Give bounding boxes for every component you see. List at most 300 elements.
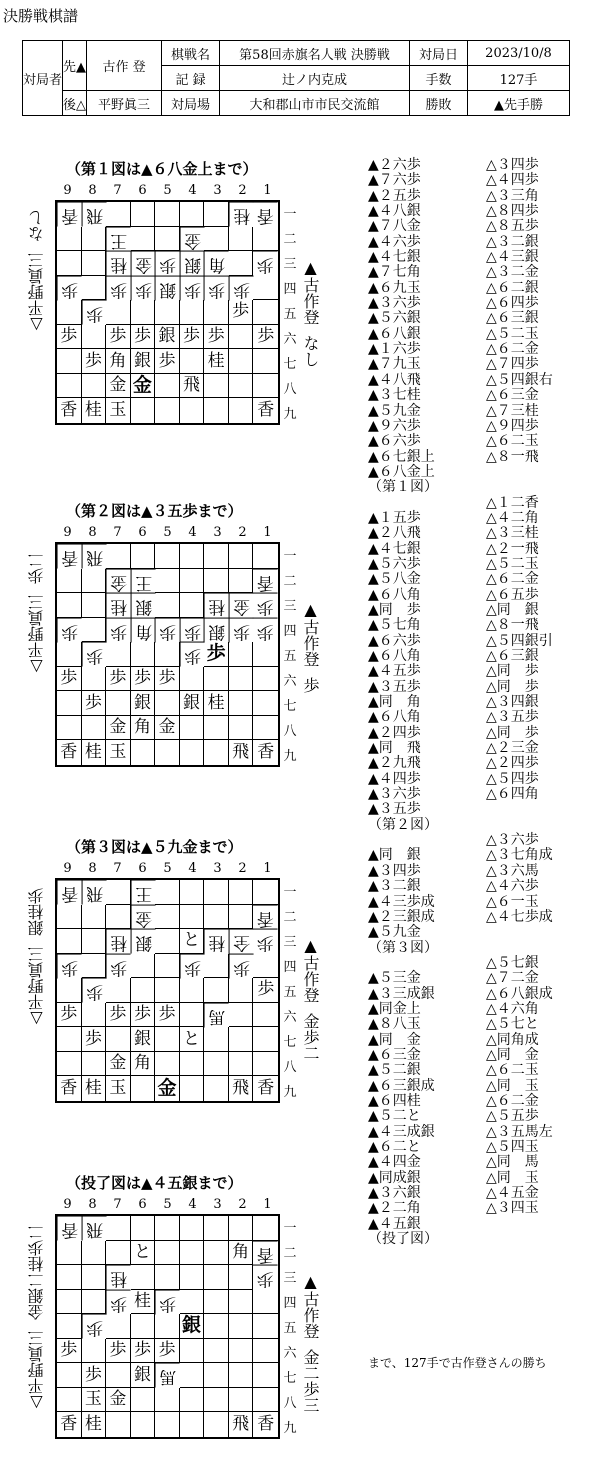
move-row (368, 848, 583, 863)
board-piece: 香 (57, 1412, 82, 1437)
board-square (180, 740, 205, 765)
board-piece: 歩 (82, 1314, 107, 1339)
board-piece: 歩 (155, 1290, 180, 1315)
file-label: 2 (238, 525, 247, 540)
board-piece: 歩 (57, 618, 82, 643)
sente-move: ▲１五歩 (368, 509, 421, 526)
gote-move: △３四歩 (486, 157, 539, 173)
sente-move: ▲４七銀 (368, 540, 421, 557)
board-square (155, 978, 180, 1003)
board-square (253, 954, 278, 979)
board-piece: 歩 (204, 276, 229, 301)
sente-move: ▲５六銀 (368, 310, 421, 327)
board-square (204, 1052, 229, 1077)
rank-label: 二 (283, 910, 297, 925)
gote-move: △６四歩 (486, 295, 539, 312)
board-piece: 歩 (57, 1339, 82, 1364)
file-label: 3 (213, 183, 222, 198)
board-square (204, 954, 229, 979)
record-value: 辻ノ内克成 (220, 66, 410, 91)
sente-move: ▲７六歩 (368, 172, 421, 189)
sente-name: 古作 登 (87, 41, 162, 91)
board-piece: 歩 (131, 276, 156, 301)
file-label: 5 (163, 861, 172, 876)
board-square (229, 1388, 254, 1413)
board-square (131, 1314, 156, 1339)
move-row (368, 879, 583, 894)
board-piece: 桂 (106, 1265, 131, 1290)
board-square (57, 1388, 82, 1413)
move-row (368, 1155, 583, 1170)
board-square (229, 880, 254, 905)
board-piece: 金 (106, 716, 131, 741)
board-square (229, 642, 254, 667)
board-square (106, 880, 131, 905)
board-piece: 飛 (180, 374, 205, 399)
board-piece: 香 (57, 544, 82, 569)
players-label: 対局者 (23, 41, 63, 116)
shogi-board (55, 878, 280, 1103)
gote-player-label: △平野眞三 (27, 946, 46, 1029)
board-square (82, 618, 107, 643)
sente-move: ▲４三歩成 (368, 893, 435, 910)
board-square (155, 300, 180, 325)
sente-move: ▲６四桂 (368, 1092, 421, 1109)
gote-move: △３五歩 (486, 709, 539, 726)
rank-label: 三 (283, 1271, 297, 1286)
gote-move: △８五歩 (486, 218, 539, 235)
board-square (131, 1388, 156, 1413)
rank-label: 一 (283, 549, 297, 564)
board-square (204, 740, 229, 765)
board-square (253, 1339, 278, 1364)
board-square (180, 1076, 205, 1101)
venue-label: 対局場 (162, 91, 220, 116)
board-square (155, 374, 180, 399)
move-row (368, 1186, 583, 1201)
file-label: 2 (238, 183, 247, 198)
gote-hand-pieces: なし (27, 210, 46, 242)
board-square (57, 905, 82, 930)
gote-move: △６二金 (486, 1092, 539, 1109)
file-label: 5 (163, 1197, 172, 1212)
board-square (131, 954, 156, 979)
move-row (368, 910, 583, 925)
board-square (155, 593, 180, 618)
move-row (368, 373, 583, 388)
moves-value: 127手 (468, 66, 570, 91)
rank-labels (283, 878, 297, 1103)
board-piece: 歩 (155, 618, 180, 643)
move-row (368, 588, 583, 603)
board-piece: 金 (106, 374, 131, 399)
move-row (368, 219, 583, 234)
gote-move: △同 玉 (486, 1077, 539, 1094)
move-row (368, 419, 583, 434)
board-square (253, 642, 278, 667)
board-piece: 玉 (106, 1076, 131, 1101)
board-square (180, 593, 205, 618)
board-square (253, 1388, 278, 1413)
board-square (57, 227, 82, 252)
gote-move: △８一飛 (486, 617, 539, 634)
rank-labels (283, 542, 297, 767)
sente-move: ▲１六歩 (368, 341, 421, 358)
gote-move: △３六歩 (486, 832, 539, 849)
file-label: 5 (163, 183, 172, 198)
sente-move: ▲６三金 (368, 1046, 421, 1063)
board-square (253, 1216, 278, 1241)
rank-label: 五 (283, 307, 297, 322)
result-label: 勝敗 (410, 91, 468, 116)
board-square (229, 349, 254, 374)
sente-move: ▲９六歩 (368, 417, 421, 434)
board-piece: 飛 (229, 740, 254, 765)
board-piece: 歩 (82, 1363, 107, 1388)
rank-label: 七 (283, 699, 297, 714)
result-value: ▲先手勝 (468, 91, 570, 116)
rank-label: 七 (283, 1035, 297, 1050)
rank-label: 六 (283, 1010, 297, 1025)
gote-move: △６二玉 (486, 433, 539, 450)
move-row (368, 1094, 583, 1109)
board-square (180, 300, 205, 325)
gote-player-label: △平野眞三 (27, 252, 46, 335)
board-square (229, 1265, 254, 1290)
board-piece: 銀 (180, 691, 205, 716)
sente-move: ▲２八飛 (368, 525, 421, 542)
board-square (253, 544, 278, 569)
board-square (131, 227, 156, 252)
sente-move: ▲３四歩 (368, 862, 421, 879)
board-square (106, 642, 131, 667)
sente-player-label: ▲古作登 (301, 258, 320, 325)
sente-move: ▲６八角 (368, 586, 421, 603)
sente-move: ▲２二角 (368, 1200, 421, 1217)
sente-move: ▲４三成銀 (368, 1123, 435, 1140)
board-piece: 桂 (131, 1290, 156, 1315)
board-square (253, 1052, 278, 1077)
file-labels (55, 525, 280, 541)
board-square (180, 1388, 205, 1413)
gote-move: △４六角 (486, 1000, 539, 1017)
gote-mark: 後△ (63, 91, 87, 116)
gote-move: △４六歩 (486, 878, 539, 895)
board-square (155, 569, 180, 594)
sente-move: ▲３六歩 (368, 786, 421, 803)
board-square (204, 300, 229, 325)
board-piece: 歩 (106, 276, 131, 301)
board-square (82, 1290, 107, 1315)
sente-hand (300, 258, 320, 367)
move-row (368, 1201, 583, 1216)
board-square (204, 398, 229, 423)
board-square (155, 1052, 180, 1077)
board-square (57, 1314, 82, 1339)
board-piece: 歩 (82, 978, 107, 1003)
sente-move: ▲４六歩 (368, 233, 421, 250)
gote-hand (27, 888, 47, 1103)
sente-move: ▲７七角 (368, 264, 421, 281)
board-square (180, 667, 205, 692)
board-square (180, 398, 205, 423)
file-label: 8 (88, 1197, 97, 1212)
shogi-board (55, 1214, 280, 1439)
board-square (253, 276, 278, 301)
move-row (368, 695, 583, 710)
gote-player-label: △平野眞三 (27, 594, 46, 677)
gote-move: △６二金 (486, 341, 539, 358)
file-label: 9 (63, 183, 72, 198)
sente-move: ▲３三成銀 (368, 985, 435, 1002)
board-square (155, 1412, 180, 1437)
sente-hand (300, 600, 320, 693)
board-square (204, 1216, 229, 1241)
board-piece: 香 (57, 202, 82, 227)
move-row (368, 250, 583, 265)
move-row (368, 173, 583, 188)
sente-move: ▲５九金 (368, 402, 421, 419)
sente-move: ▲６八金上 (368, 463, 435, 480)
board-piece: 香 (257, 1414, 275, 1435)
gote-move: △同 馬 (486, 1154, 539, 1171)
board-piece: 角 (204, 251, 229, 276)
gote-hand-pieces: 銀桂歩 (27, 888, 46, 936)
board-square (229, 1003, 254, 1028)
board-piece: 角 (131, 1052, 156, 1077)
diagram-reference: （第３図） (368, 939, 438, 956)
board-piece: 桂 (204, 593, 229, 618)
diagram-caption: （第２図は▲３五歩まで） (66, 502, 243, 520)
move-row (368, 450, 583, 465)
gote-move: △５七銀 (486, 954, 539, 971)
board-piece: 金 (106, 1388, 131, 1413)
file-label: 4 (188, 861, 197, 876)
board-piece: 歩 (180, 954, 205, 979)
board-square (131, 1076, 156, 1101)
sente-move: ▲５三金 (368, 970, 421, 987)
board-square (253, 374, 278, 399)
board-piece: 銀 (180, 251, 205, 276)
board-square (57, 642, 82, 667)
sente-player-label: ▲古作登 (301, 600, 320, 667)
move-row (368, 265, 583, 280)
move-row (368, 864, 583, 879)
gote-move: △６五歩 (486, 586, 539, 603)
sente-move: ▲４四歩 (368, 770, 421, 787)
file-label: 3 (213, 861, 222, 876)
gote-move: △６三金 (486, 387, 539, 404)
board-piece: 歩 (131, 667, 156, 692)
file-label: 2 (238, 1197, 247, 1212)
move-row (368, 572, 583, 587)
board-square (180, 978, 205, 1003)
board-piece: 金 (155, 716, 180, 741)
gote-hand (27, 210, 47, 425)
board-square (155, 1388, 180, 1413)
board-square (204, 1027, 229, 1052)
gote-move: △３四銀 (486, 694, 539, 711)
gote-move: △３二銀 (486, 233, 539, 250)
gote-move: △５四銀引 (486, 632, 553, 649)
board-square (204, 1339, 229, 1364)
board-square (57, 1241, 82, 1266)
board-square (131, 202, 156, 227)
board-square (57, 1290, 82, 1315)
board-piece: 歩 (106, 325, 131, 350)
board-square (155, 1265, 180, 1290)
board-piece: 銀 (155, 276, 180, 301)
result-text: まで、127手で古作登さんの勝ち (368, 1356, 547, 1370)
board-square (82, 1339, 107, 1364)
sente-move: ▲７九玉 (368, 356, 421, 373)
board-piece: 角 (229, 1241, 254, 1266)
sente-move: ▲３七桂 (368, 387, 421, 404)
board-piece: 桂 (82, 740, 107, 765)
board-piece: 桂 (82, 1076, 107, 1101)
sente-move: ▲５二と (368, 1108, 421, 1125)
sente-move: ▲４四金 (368, 1154, 421, 1171)
board-square (155, 227, 180, 252)
board-square (82, 374, 107, 399)
board-square (229, 569, 254, 594)
board-square (229, 667, 254, 692)
board-square (204, 1412, 229, 1437)
board-piece: 桂 (204, 929, 229, 954)
board-piece: 香 (57, 740, 82, 765)
gote-move: △３七角成 (486, 847, 553, 864)
board-piece: 歩 (106, 1339, 131, 1364)
board-square (106, 202, 131, 227)
gote-move: △６三銀 (486, 648, 539, 664)
board-square (204, 978, 229, 1003)
board-piece: 馬 (204, 1003, 229, 1028)
gote-move: △３二金 (486, 264, 539, 281)
file-label: 6 (138, 183, 147, 198)
board-piece: 桂 (106, 593, 131, 618)
gote-move: △７三桂 (486, 402, 539, 419)
rank-label: 六 (283, 674, 297, 689)
move-row (368, 1002, 583, 1017)
move-row (368, 1048, 583, 1063)
move-row (368, 327, 583, 342)
file-label: 9 (63, 525, 72, 540)
sente-hand (300, 936, 320, 1061)
gote-move: △４二角 (486, 509, 539, 526)
gote-move: △８四歩 (486, 203, 539, 220)
board-square (82, 667, 107, 692)
diagram-caption: （投了図は▲４五銀まで） (66, 1174, 243, 1192)
sente-hand-pieces: なし (301, 335, 320, 367)
shogi-board (55, 542, 280, 767)
file-label: 7 (113, 525, 122, 540)
board-piece: 金 (131, 905, 156, 930)
board-square (82, 716, 107, 741)
file-label: 5 (163, 525, 172, 540)
board-square (180, 202, 205, 227)
board-piece: 歩 (82, 691, 107, 716)
sente-move: ▲３六歩 (368, 295, 421, 312)
gote-move: △３六馬 (486, 862, 539, 879)
sente-move (368, 956, 486, 971)
rank-label: 八 (283, 724, 297, 739)
rank-label: 五 (283, 1321, 297, 1336)
page-title: 決勝戦棋譜 (3, 7, 79, 25)
board-square (180, 1052, 205, 1077)
sente-move: ▲２三銀成 (368, 908, 435, 925)
kifu-move-list (368, 158, 583, 1247)
board-square (106, 1363, 131, 1388)
file-label: 2 (238, 861, 247, 876)
board-square (204, 1076, 229, 1101)
file-label: 3 (213, 1197, 222, 1212)
board-square (253, 1314, 278, 1339)
board-diagram-3 (0, 836, 340, 1116)
board-square (180, 544, 205, 569)
sente-hand-pieces: 金歩二 (301, 1013, 320, 1061)
board-square (180, 569, 205, 594)
board-piece: 飛 (82, 880, 107, 905)
date-value: 2023/10/8 (468, 41, 570, 66)
diagram-reference: （投了図） (368, 1231, 438, 1248)
board-square (180, 1003, 205, 1028)
rank-label: 九 (283, 1421, 297, 1436)
gote-move: △５四銀右 (486, 371, 553, 388)
board-piece: と (180, 1027, 205, 1052)
sente-move: ▲３五歩 (368, 801, 421, 818)
board-piece: 歩 (106, 1003, 131, 1028)
board-square (57, 1027, 82, 1052)
sente-move: ▲６三銀成 (368, 1077, 435, 1094)
board-square (106, 1412, 131, 1437)
board-square (131, 300, 156, 325)
gote-move: △２四歩 (486, 755, 539, 772)
gote-move: △同 歩 (486, 724, 539, 741)
board-piece: 銀 (131, 349, 156, 374)
board-square (180, 1265, 205, 1290)
board-piece: 歩 (106, 667, 131, 692)
sente-move: ▲５二銀 (368, 1062, 421, 1079)
move-row (368, 404, 583, 419)
board-square (57, 978, 82, 1003)
board-piece: 香 (253, 569, 278, 594)
board-square (253, 227, 278, 252)
gote-move: △同 金 (486, 1046, 539, 1063)
board-square (155, 929, 180, 954)
board-square (106, 300, 131, 325)
rank-label: 五 (283, 649, 297, 664)
board-piece: 王 (106, 227, 131, 252)
board-square (82, 276, 107, 301)
board-square (253, 1363, 278, 1388)
board-square (204, 1363, 229, 1388)
move-row (368, 710, 583, 725)
file-label: 3 (213, 525, 222, 540)
board-piece: 桂 (106, 251, 131, 276)
move-row (368, 772, 583, 787)
move-row (368, 603, 583, 618)
board-piece: 歩 (106, 954, 131, 979)
board-piece: 歩 (106, 1290, 131, 1315)
move-row (368, 526, 583, 541)
board-piece: 桂 (82, 398, 107, 423)
sente-move: ▲６九玉 (368, 279, 421, 296)
gote-move: △５四歩 (486, 770, 539, 787)
move-row (368, 956, 583, 971)
sente-move: ▲４七銀 (368, 249, 421, 266)
file-labels (55, 183, 280, 199)
file-label: 1 (263, 183, 272, 198)
